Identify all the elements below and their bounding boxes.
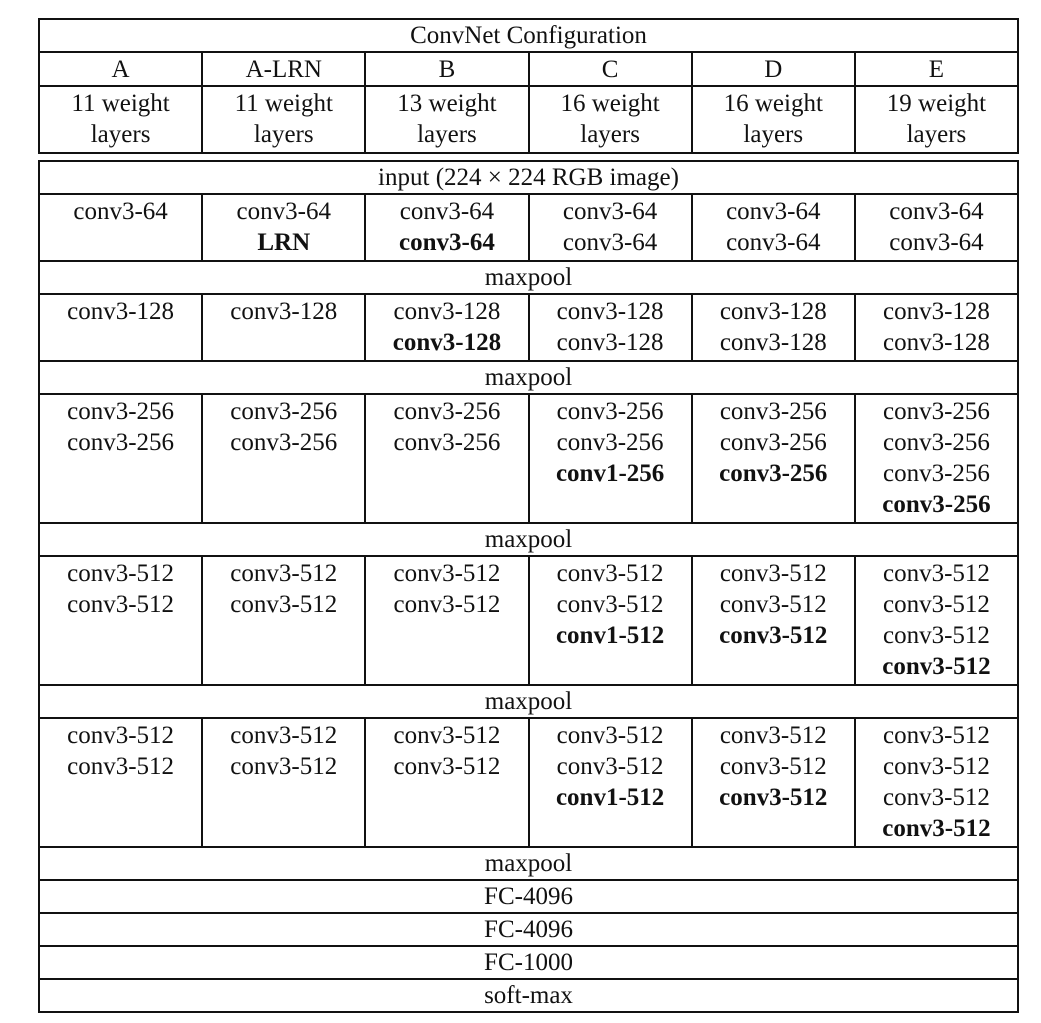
conv-cell-e	[854, 395, 1017, 522]
layer-entry: conv3-512	[67, 753, 175, 780]
conv-cell-b	[364, 719, 527, 846]
layer-entry: conv3-512	[882, 591, 990, 618]
layer-entry: conv3-256	[556, 398, 664, 425]
layer-entry: conv3-256	[719, 429, 827, 456]
conv-cell-d	[691, 557, 854, 684]
conv-cell-e	[854, 195, 1017, 260]
layer-entry: conv3-256	[393, 429, 501, 456]
conv-cell-d	[691, 195, 854, 260]
layer-label: FC-4096	[484, 916, 573, 943]
conv-block-row	[40, 717, 1017, 846]
layer-entry: conv3-512	[393, 722, 501, 749]
conv-cell-c	[528, 395, 691, 522]
conv-cell-a-lrn	[201, 195, 364, 260]
layer-entry: conv3-64	[726, 198, 821, 225]
layer-entry: conv3-512	[230, 722, 338, 749]
layer-entry: conv3-128	[67, 298, 175, 325]
layer-entry: conv3-512	[882, 815, 991, 842]
layer-entry: conv3-512	[882, 784, 990, 811]
layer-entry: conv3-128	[882, 329, 990, 356]
conv-block-row	[40, 193, 1017, 260]
layer-entry: conv3-256	[719, 398, 827, 425]
layer-entry: conv1-512	[555, 622, 665, 649]
config-depth-d	[691, 87, 854, 152]
layer-entry: conv3-512	[393, 560, 501, 587]
layer-entry: conv3-64	[399, 229, 495, 256]
layer-row	[40, 260, 1017, 293]
layer-row	[40, 945, 1017, 978]
table-body-block	[38, 160, 1019, 1013]
table-title-row	[40, 20, 1017, 51]
layer-entry: conv3-512	[882, 753, 990, 780]
conv-block-row	[40, 393, 1017, 522]
config-name-b: B	[364, 53, 527, 85]
layer-entry: conv3-512	[230, 560, 338, 587]
layer-entry: conv3-256	[556, 429, 664, 456]
layer-entry: conv3-512	[719, 560, 827, 587]
layer-entry: conv3-256	[882, 491, 991, 518]
layer-label: maxpool	[484, 264, 573, 291]
config-depth-b	[364, 87, 527, 152]
conv-cell-c	[528, 557, 691, 684]
layer-entry: conv3-64	[236, 198, 331, 225]
layer-row	[40, 912, 1017, 945]
config-name-d: D	[691, 53, 854, 85]
depth-line: 16 weight	[723, 90, 823, 117]
depth-line: layers	[417, 121, 477, 148]
conv-cell-c	[528, 295, 691, 360]
layer-entry: conv3-128	[393, 298, 501, 325]
config-name-row	[40, 51, 1017, 85]
depth-line: 16 weight	[560, 90, 660, 117]
conv-cell-b	[364, 557, 527, 684]
table-header-block	[38, 18, 1019, 154]
conv-cell-b	[364, 295, 527, 360]
layer-entry: conv3-256	[882, 460, 990, 487]
layer-entry: conv3-64	[726, 229, 821, 256]
layer-entry: conv3-64	[562, 198, 658, 225]
layer-entry: conv3-64	[889, 198, 984, 225]
layer-entry: conv3-512	[882, 653, 991, 680]
config-depth-row	[40, 85, 1017, 152]
conv-cell-a	[40, 195, 201, 260]
layer-entry: conv3-512	[882, 560, 990, 587]
layer-entry: conv3-512	[719, 753, 827, 780]
depth-line: layers	[253, 121, 314, 148]
layer-label: maxpool	[484, 526, 573, 553]
layer-entry: conv3-256	[230, 398, 338, 425]
layer-entry: conv3-128	[230, 298, 338, 325]
layer-entry: conv3-64	[562, 229, 658, 256]
layer-entry: conv3-512	[230, 753, 338, 780]
layer-entry: conv3-64	[889, 229, 984, 256]
conv-cell-d	[691, 395, 854, 522]
depth-line: layers	[906, 121, 967, 148]
layer-entry: conv3-512	[230, 591, 338, 618]
conv-cell-a-lrn	[201, 719, 364, 846]
conv-cell-a	[40, 395, 201, 522]
layer-entry: conv3-256	[393, 398, 501, 425]
layer-entry: conv3-512	[882, 722, 990, 749]
table-title: ConvNet Configuration	[410, 22, 647, 49]
layer-entry: conv3-512	[393, 753, 501, 780]
layer-entry: conv3-512	[556, 722, 664, 749]
layer-entry: conv1-512	[555, 784, 665, 811]
layer-entry: conv3-512	[556, 560, 664, 587]
config-name-e: E	[854, 53, 1017, 85]
conv-block-row	[40, 555, 1017, 684]
config-depth-e	[854, 87, 1017, 152]
layer-entry: conv3-512	[67, 560, 175, 587]
config-name-a-lrn: A-LRN	[201, 53, 364, 85]
layer-entry: conv3-256	[719, 460, 828, 487]
layer-entry: conv3-64	[399, 198, 495, 225]
conv-cell-a	[40, 557, 201, 684]
conv-cell-e	[854, 295, 1017, 360]
conv-cell-d	[691, 719, 854, 846]
config-depth-c	[528, 87, 691, 152]
layer-label: input (224 × 224 RGB image)	[378, 164, 679, 191]
config-depth-a	[40, 87, 201, 152]
layer-entry: conv3-512	[67, 591, 175, 618]
layer-entry: conv3-128	[392, 329, 502, 356]
layer-row	[40, 162, 1017, 193]
convnet-configuration-table	[38, 18, 1019, 1013]
conv-cell-b	[364, 395, 527, 522]
layer-label: FC-1000	[484, 949, 573, 976]
layer-entry: conv3-512	[67, 722, 175, 749]
depth-line: 11 weight	[234, 90, 333, 117]
layer-row	[40, 879, 1017, 912]
layer-entry: conv3-256	[67, 429, 175, 456]
conv-cell-c	[528, 195, 691, 260]
layer-row	[40, 522, 1017, 555]
depth-line: 13 weight	[397, 90, 497, 117]
conv-cell-c	[528, 719, 691, 846]
conv-cell-a-lrn	[201, 557, 364, 684]
conv-cell-e	[854, 557, 1017, 684]
layer-row	[40, 846, 1017, 879]
layer-row	[40, 360, 1017, 393]
config-name-c: C	[528, 53, 691, 85]
conv-cell-a	[40, 719, 201, 846]
layer-entry: LRN	[257, 229, 311, 256]
layer-entry: conv3-512	[556, 591, 664, 618]
layer-entry: conv3-128	[556, 298, 664, 325]
layer-entry: conv3-512	[719, 784, 828, 811]
layer-entry: conv3-512	[719, 722, 827, 749]
conv-cell-e	[854, 719, 1017, 846]
layer-entry: conv3-256	[67, 398, 175, 425]
config-name-a: A	[111, 56, 130, 83]
conv-block-row	[40, 293, 1017, 360]
layer-entry: conv3-512	[393, 591, 501, 618]
conv-cell-a	[40, 295, 201, 360]
layer-entry: conv3-256	[230, 429, 338, 456]
layer-entry: conv3-512	[719, 622, 828, 649]
layer-entry: conv3-64	[73, 198, 168, 225]
layer-entry: conv3-256	[882, 429, 990, 456]
layer-entry: conv3-128	[719, 329, 827, 356]
layer-label: maxpool	[484, 850, 573, 877]
layer-entry: conv3-128	[556, 329, 664, 356]
layer-entry: conv3-256	[882, 398, 990, 425]
depth-line: 11 weight	[71, 90, 170, 117]
conv-cell-a-lrn	[201, 295, 364, 360]
conv-cell-a-lrn	[201, 395, 364, 522]
layer-label: maxpool	[484, 688, 573, 715]
layer-entry: conv3-512	[882, 622, 990, 649]
layer-row	[40, 684, 1017, 717]
layer-entry: conv1-256	[555, 460, 665, 487]
layer-entry: conv3-128	[719, 298, 827, 325]
layer-label: FC-4096	[484, 883, 573, 910]
config-depth-a-lrn	[201, 87, 364, 152]
layer-label: maxpool	[484, 364, 573, 391]
layer-label: soft-max	[484, 982, 573, 1009]
layer-entry: conv3-128	[882, 298, 990, 325]
depth-line: 19 weight	[886, 90, 987, 117]
layer-entry: conv3-512	[719, 591, 827, 618]
conv-cell-b	[364, 195, 527, 260]
depth-line: layers	[580, 121, 640, 148]
conv-cell-d	[691, 295, 854, 360]
layer-row	[40, 978, 1017, 1011]
depth-line: layers	[90, 121, 151, 148]
depth-line: layers	[743, 121, 804, 148]
layer-entry: conv3-512	[556, 753, 664, 780]
